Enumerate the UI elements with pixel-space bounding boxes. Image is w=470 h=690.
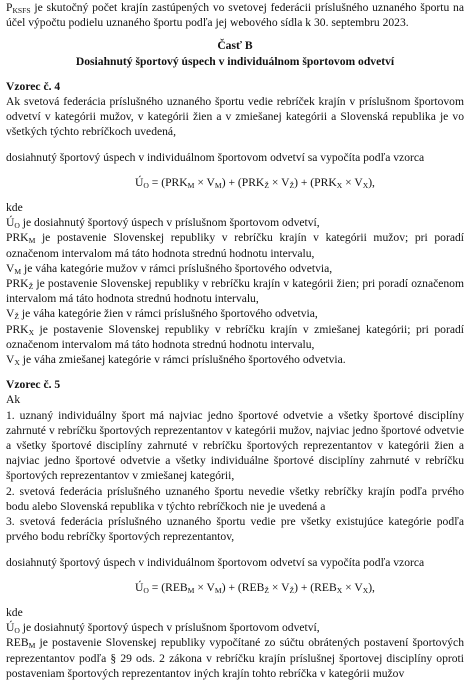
section-subtitle: Dosiahnutý športový úspech v individuálnom športovom odvetví — [75, 54, 395, 68]
formula5-heading: Vzorec č. 5 — [6, 378, 61, 392]
symbol-pksfs — [6, 1, 31, 14]
formula5-definitions — [6, 620, 464, 681]
definition: $PRK_M$ je postavenie Slovenskej republiky v rebríčku krajín v kategórii mužov; pri poradí označenom intervalom má táto hodnota strednú hodnotu intervalu, — [6, 231, 464, 260]
formula5-equation: $Ú_O = (REB_M \times V_M) + (REB_Ž \times V_Ž) + (REB_X \times V_X)$, — [135, 580, 375, 595]
formula4-equation: $Ú_O = (PRK_M \times V_M) + (PRK_Ž \times V_Ž) + (PRK_X \times V_X)$, — [135, 175, 375, 190]
definition: $V_Ž$ je váha kategórie žien v rámci príslušného športového odvetvia, — [6, 307, 318, 322]
intro-paragraph — [6, 0, 464, 30]
formula4-condition: Ak svetová federácia príslušného uznaného športu vedie rebríček krajín v príslušnom športovom odvetví v kategórii mužov, v kategórii žien a v zmiešanej kategórii a Slovenská republika je vo všetkých týchto rebríčkoch uvedená, — [6, 95, 464, 139]
definition: $REB_M$ je postavenie Slovenskej republiky vypočítané zo súčtu obrátených postavení športových reprezentantov podľa § 29 ods. 2 zákona v rebríčku krajín príslušnej športovej disciplíny oproti postaveniam športových reprezentantov iných krajín tohto rebríčka v kategórii mužov — [6, 636, 464, 680]
formula4-where: kde — [6, 201, 23, 215]
symbol-main: P — [6, 1, 13, 14]
definition: $V_X$ je váha zmiešanej kategórie v rámci príslušného športového odvetvia. — [6, 353, 346, 368]
formula4-heading: Vzorec č. 4 — [6, 79, 61, 93]
definition: $PRK_X$ je postavenie Slovenskej republiky v rebríčku krajín v zmiešanej kategórii; pri poradí označenom intervalom má táto hodnota strednú hodnotu intervalu, — [6, 322, 464, 351]
formula5-where: kde — [6, 605, 23, 619]
document-page — [6, 0, 464, 681]
definition: $PRK_Ž$ je postavenie Slovenskej republiky v rebríčku krajín v kategórii žien; pri poradí označenom intervalom má táto hodnota strednú hodnotu intervalu, — [6, 277, 464, 306]
formula5-lead: dosiahnutý športový úspech v individuálnom športovom odvetví sa vypočíta podľa vzorca — [6, 555, 425, 569]
intro-text: je skutočný počet krajín zastúpených vo svetovej federácii príslušného uznaného športu na účel výpočtu podielu uznaného športu podľa jej webového sídla k 30. septembru 2023. — [6, 1, 464, 30]
definition: $Ú_O$ je dosiahnutý športový úspech v príslušnom športovom odvetví, — [6, 216, 320, 231]
formula5-condition-1: 1. uznaný individuálny šport má najviac jedno športové odvetvie a všetky športové disciplíny zahrnuté v rebríčku športových reprezentantov v kategórii mužov, najviac jedno športové odvetvie a všetky športové disciplíny zahrnuté v rebríčku športových reprezentantov v kategórii žien a najviac jedno športové odvetvie a všetky individuálne športové disciplíny zahrnuté v rebríčku športových reprezentantov v zmiešanej kategórii, — [6, 408, 464, 483]
formula5-condition-2: 2. svetová federácia príslušného uznaného športu nevedie všetky rebríčky krajín podľa prvého bodu alebo Slovenská republika v týchto rebríčkoch nie je uvedená a — [6, 484, 464, 513]
symbol-subscript: KSFS — [12, 6, 31, 15]
section-title: Časť B — [217, 39, 253, 53]
formula5-if: Ak — [6, 393, 21, 407]
formula4-lead: dosiahnutý športový úspech v individuálnom športovom odvetví sa vypočíta podľa vzorca — [6, 150, 425, 164]
definition: $V_M$ je váha kategórie mužov v rámci príslušného športového odvetvia, — [6, 261, 333, 276]
definition: $Ú_O$ je dosiahnutý športový úspech v príslušnom športovom odvetví, — [6, 621, 320, 636]
formula4-definitions — [6, 215, 464, 367]
formula5-condition-3: 3. svetová federácia príslušného uznaného športu vedie pre všetky existujúce kategórie podľa prvého bodu rebríčky športových reprezentantov, — [6, 515, 464, 544]
